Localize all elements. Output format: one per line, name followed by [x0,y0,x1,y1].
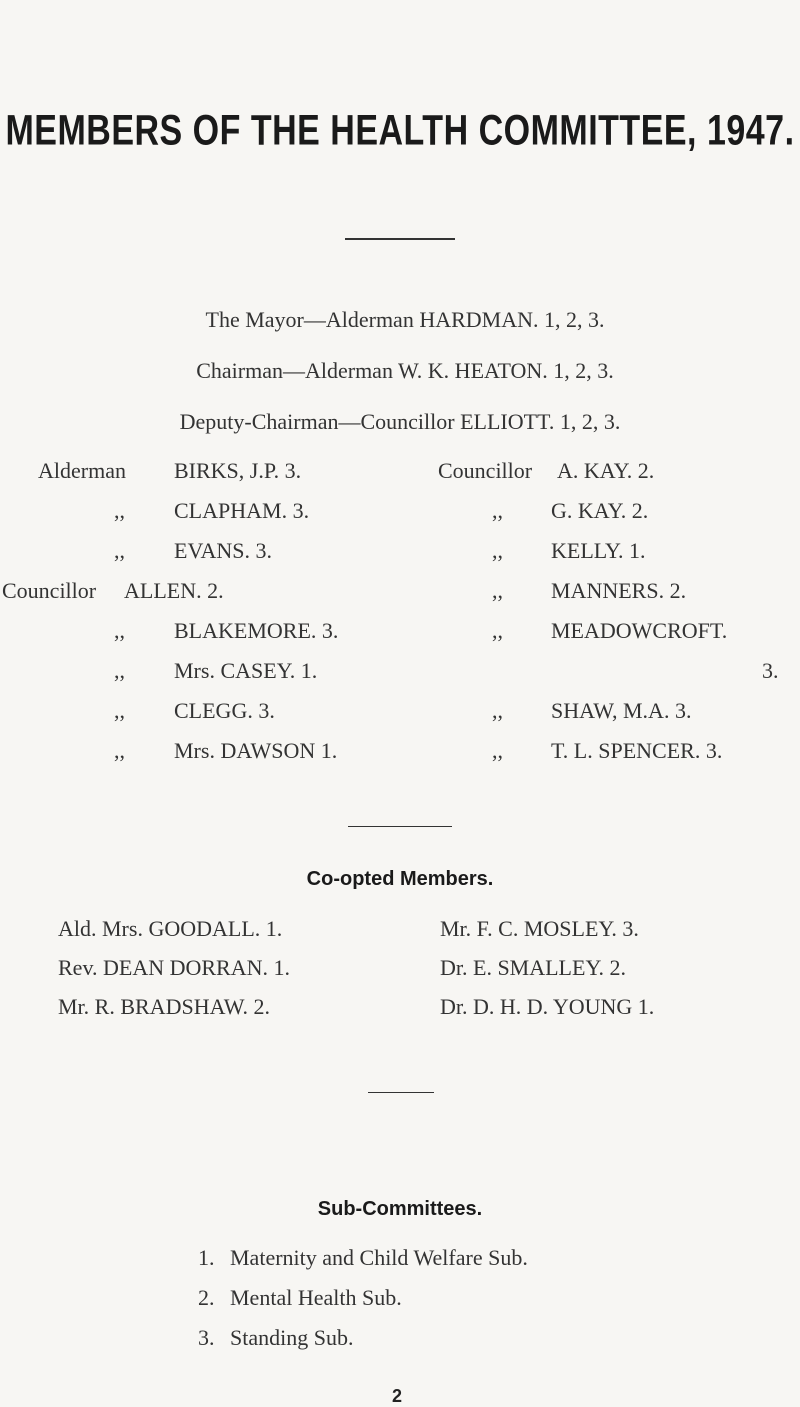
member-prefix: ,, [492,698,503,723]
member-name: CLEGG. 3. [174,698,275,723]
officer-mayor: The Mayor—Alderman HARDMAN. 1, 2, 3. [205,307,605,332]
subcommittee-number: 2. [198,1285,215,1310]
member-name-continuation: 3. [762,658,779,683]
coopted-member: Ald. Mrs. GOODALL. 1. [58,916,283,941]
member-prefix: Alderman [38,458,126,483]
coopted-heading: Co-opted Members. [306,868,494,890]
page-title: MEMBERS OF THE HEALTH COMMITTEE, 1947. [5,107,795,155]
member-name: EVANS. 3. [174,538,273,563]
member-prefix: ,, [114,538,125,563]
divider [368,1092,434,1093]
subcommittee-label: Standing Sub. [230,1325,354,1350]
coopted-member: Rev. DEAN DORRAN. 1. [58,955,291,980]
coopted-member: Mr. F. C. MOSLEY. 3. [440,916,639,941]
member-prefix: ,, [114,498,125,523]
member-name: T. L. SPENCER. 3. [551,738,723,763]
member-name: MANNERS. 2. [551,578,687,603]
member-name: BIRKS, J.P. 3. [174,458,302,483]
member-prefix: Councillor [2,578,97,603]
subcommittee-number: 1. [198,1245,215,1270]
officer-deputy-chairman: Deputy-Chairman—Councillor ELLIOTT. 1, 2, 3. [179,409,621,434]
member-name: G. KAY. 2. [551,498,649,523]
member-prefix: ,, [114,658,125,683]
member-name: Mrs. CASEY. 1. [174,658,318,683]
divider [348,826,452,827]
subcommittee-label: Maternity and Child Welfare Sub. [230,1245,528,1270]
subcommittees-heading: Sub-Committees. [317,1198,483,1220]
page-number: 2 [392,1386,403,1406]
member-name: KELLY. 1. [551,538,646,563]
member-name: MEADOWCROFT. [551,618,728,643]
member-name: BLAKEMORE. 3. [174,618,339,643]
subcommittee-number: 3. [198,1325,215,1350]
member-prefix: ,, [492,738,503,763]
divider [345,238,455,240]
coopted-member: Dr. E. SMALLEY. 2. [440,955,626,980]
subcommittee-item [198,1325,353,1351]
subcommittee-label: Mental Health Sub. [230,1285,402,1310]
member-prefix: ,, [114,618,125,643]
member-name: A. KAY. 2. [557,458,655,483]
member-name: SHAW, M.A. 3. [551,698,692,723]
officer-chairman: Chairman—Alderman W. K. HEATON. 1, 2, 3. [196,358,614,383]
coopted-member: Dr. D. H. D. YOUNG 1. [440,994,655,1019]
member-prefix: ,, [114,698,125,723]
member-prefix: Councillor [438,458,533,483]
member-prefix: ,, [492,498,503,523]
subcommittee-item [198,1245,528,1271]
member-name: ALLEN. 2. [124,578,224,603]
member-prefix: ,, [114,738,125,763]
subcommittee-item [198,1285,402,1311]
coopted-member: Mr. R. BRADSHAW. 2. [58,994,270,1019]
member-prefix: ,, [492,618,503,643]
member-name: Mrs. DAWSON 1. [174,738,338,763]
member-name: CLAPHAM. 3. [174,498,310,523]
member-prefix: ,, [492,538,503,563]
member-prefix: ,, [492,578,503,603]
